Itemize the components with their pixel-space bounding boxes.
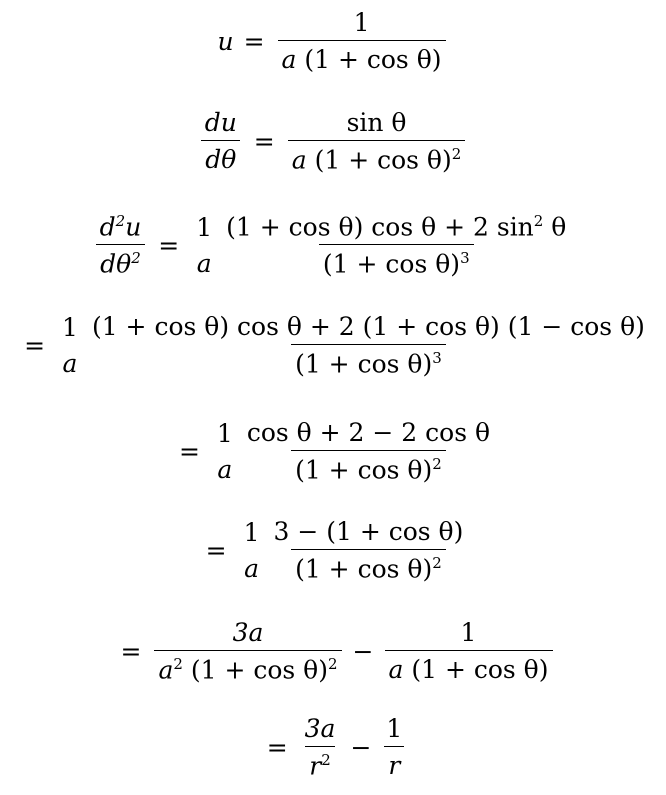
minus-sign: −	[352, 636, 374, 666]
numerator: 1	[460, 618, 477, 648]
denominator: dθ	[201, 140, 240, 174]
equation-first-derivative	[0, 108, 666, 174]
denominator: r	[384, 746, 404, 780]
denominator: $(1 + \cos \theta)^2$	[291, 549, 446, 583]
equals-sign: =	[120, 636, 142, 666]
equals-sign: =	[253, 126, 275, 156]
equals-sign: =	[178, 436, 200, 466]
numerator: sin θ	[346, 108, 407, 137]
fraction	[269, 517, 467, 583]
equals-sign: =	[205, 535, 227, 565]
equals-sign: =	[158, 230, 180, 260]
numerator: 3a	[304, 714, 336, 743]
var-u: u	[217, 26, 234, 56]
fraction-one-over-a: 1 a	[196, 212, 213, 278]
fraction-one-over-a: 1 a	[216, 418, 233, 484]
numerator: 1	[386, 714, 403, 744]
fraction	[222, 212, 570, 279]
minus-sign: −	[350, 732, 372, 762]
denominator: a (1 + cos θ)	[278, 40, 446, 74]
denominator: $(1 + \cos \theta)^3$	[291, 344, 446, 378]
fraction-second-term	[385, 618, 553, 684]
equation-expanded	[0, 312, 666, 378]
numerator: 3 − (1 + cos θ)	[273, 517, 464, 546]
fraction-one-over-a: 1 a	[243, 517, 260, 583]
equals-sign: =	[24, 330, 46, 360]
denominator: $d\theta^2$	[96, 244, 145, 278]
equals-sign: =	[266, 732, 288, 762]
equation-simplified-2	[0, 517, 666, 583]
denominator: a $(1 + \cos \theta)^2$	[288, 140, 466, 174]
fraction-1-over-r	[382, 714, 406, 780]
derivative-d2u-dtheta2	[96, 212, 146, 279]
fraction	[243, 418, 494, 484]
equation-simplified-1	[0, 418, 666, 484]
equation-split	[0, 618, 666, 684]
denominator: $(1 + \cos \theta)^2$	[291, 450, 446, 484]
fraction-3a-over-r2	[301, 714, 340, 780]
numerator: du	[204, 108, 237, 138]
numerator: (1 + cos θ) cos θ + 2 $\sin^2 \theta$	[226, 212, 567, 242]
fraction-first-term	[154, 618, 341, 684]
numerator: (1 + cos θ) cos θ + 2 (1 + cos θ) (1 − cos θ)	[91, 312, 645, 341]
fraction	[88, 312, 649, 378]
fraction	[278, 8, 446, 74]
denominator: $r^2$	[305, 746, 335, 780]
equation-second-derivative	[0, 212, 666, 279]
denominator: a (1 + cos θ)	[385, 650, 553, 684]
equation-final	[0, 714, 666, 780]
derivative-du-dtheta	[201, 108, 241, 174]
numerator: 1	[353, 8, 370, 37]
equation-u-definition	[0, 8, 666, 74]
numerator: $d^2u$	[99, 212, 142, 242]
numerator: cos θ + 2 − 2 cos θ	[246, 418, 491, 447]
equals-sign: =	[243, 26, 265, 56]
denominator: $a^2$ $(1 + \cos \theta)^2$	[154, 650, 341, 684]
fraction-one-over-a: 1 a	[62, 312, 78, 378]
numerator: 3a	[232, 618, 264, 647]
denominator: $(1 + \cos \theta)^3$	[319, 244, 474, 278]
fraction	[288, 108, 466, 174]
